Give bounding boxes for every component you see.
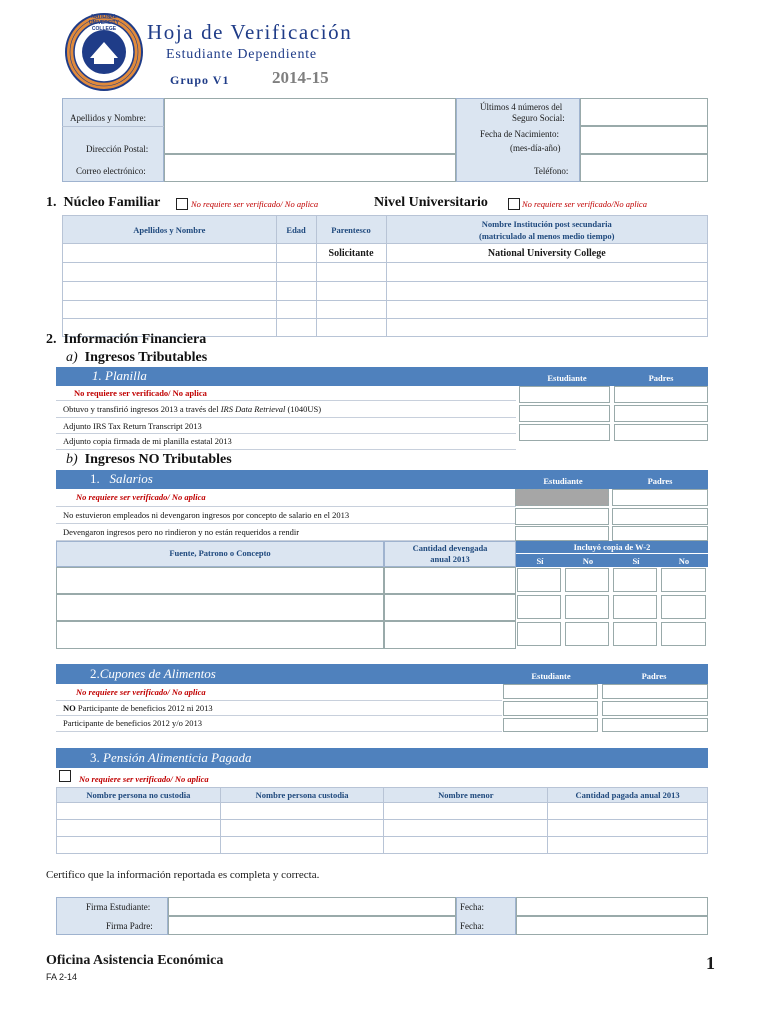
parent-date-label: Fecha: xyxy=(460,921,484,931)
food-stamps-student-col: Estudiante xyxy=(531,671,571,681)
col-source-header: Fuente, Patrono o Concepto xyxy=(169,548,271,558)
university-na-note: No requiere ser verificado/No aplica xyxy=(522,199,647,209)
household-na-checkbox[interactable] xyxy=(176,198,188,210)
planilla-student-box-3[interactable] xyxy=(519,424,610,441)
seal-ring-text: NATIONAL UNIVERSITY COLLEGE xyxy=(88,14,119,32)
student-date-label: Fecha: xyxy=(460,902,484,912)
col-age-header: Edad xyxy=(276,216,316,244)
income-amount-field-1[interactable] xyxy=(384,567,516,594)
planilla-student-box-2[interactable] xyxy=(519,405,610,422)
planilla-title: 1. Planilla xyxy=(92,368,147,383)
w2-checkbox-r3-c1[interactable] xyxy=(517,622,561,646)
planilla-bar xyxy=(56,367,708,386)
salarios-row-not-employed: No estuvieron empleados ni devengaron ingresos por concepto de salario en el 2013 xyxy=(63,510,350,520)
ssn-label-line1: Últimos 4 números del xyxy=(480,102,563,112)
income-amount-field-2[interactable] xyxy=(384,594,516,621)
table-row[interactable] xyxy=(57,803,708,820)
student-signature-label: Firma Estudiante: xyxy=(86,902,151,912)
col-parent-yes: Sí xyxy=(632,556,640,566)
planilla-na-note: No requiere ser verificado/ No aplica xyxy=(74,388,207,398)
alimony-col-amount: Cantidad pagada anual 2013 xyxy=(548,788,708,803)
parent-signature-label: Firma Padre: xyxy=(106,921,153,931)
planilla-parents-box-3[interactable] xyxy=(614,424,708,441)
planilla-parents-box-1[interactable] xyxy=(614,386,708,403)
w2-checkbox-r1-c1[interactable] xyxy=(517,568,561,592)
salarios-parents-col: Padres xyxy=(647,476,673,486)
col-student-yes: Sí xyxy=(536,556,544,566)
salarios-student-box-2[interactable] xyxy=(515,508,609,525)
w2-checkbox-r3-c4[interactable] xyxy=(661,622,706,646)
col-institution-header: Nombre Institución post secundaria (matriculado al menos medio tiempo) xyxy=(386,216,707,244)
col-relation-header: Parentesco xyxy=(316,216,386,244)
planilla-row-state: Adjunto copia firmada de mi planilla estatal 2013 xyxy=(63,436,232,446)
dob-label-line1: Fecha de Nacimiento: xyxy=(480,129,559,139)
university-seal xyxy=(64,12,144,92)
table-row[interactable] xyxy=(57,837,708,854)
food-stamps-student-box-2[interactable] xyxy=(503,701,598,716)
table-row[interactable] xyxy=(57,820,708,837)
col-student-no: No xyxy=(582,556,594,566)
academic-year: 2014-15 xyxy=(272,68,329,87)
table-row[interactable] xyxy=(63,282,708,301)
email-label: Correo electrónico: xyxy=(76,166,146,176)
alimony-col-noncustodial: Nombre persona no custodia xyxy=(57,788,221,803)
planilla-row-irs-drt: Obtuvo y transfirió ingresos 2013 a través del IRS Data Retrieval (1040US) xyxy=(63,404,322,414)
student-date-field[interactable] xyxy=(516,897,708,916)
page-subtitle: Estudiante Dependiente xyxy=(166,47,317,62)
col-w2-header: Incluyó copia de W-2 xyxy=(573,542,651,552)
section2-heading: 2. Información Financiera xyxy=(46,332,207,347)
food-stamps-student-box-1[interactable] xyxy=(503,684,598,699)
w2-checkbox-r1-c2[interactable] xyxy=(565,568,609,592)
col-amount-header: Cantidad devengada anual 2013 xyxy=(412,543,488,564)
w2-checkbox-r2-c2[interactable] xyxy=(565,595,609,619)
nontaxable-income-heading: b) Ingresos NO Tributables xyxy=(66,452,232,467)
w2-checkbox-r2-c4[interactable] xyxy=(661,595,706,619)
food-stamps-rows xyxy=(56,684,502,732)
seal-year: 1982 xyxy=(98,66,110,72)
planilla-parents-box-2[interactable] xyxy=(614,405,708,422)
w2-checkbox-r1-c4[interactable] xyxy=(661,568,706,592)
group-label: Grupo V1 xyxy=(170,73,230,87)
student-signature-field[interactable] xyxy=(168,897,456,916)
planilla-student-box-1[interactable] xyxy=(519,386,610,403)
personal-info-block xyxy=(62,98,708,182)
page-number: 1 xyxy=(706,953,715,973)
salarios-student-col: Estudiante xyxy=(543,476,583,486)
alimony-table xyxy=(56,787,708,854)
food-stamps-title: 2.Cupones de Alimentos xyxy=(90,666,216,681)
ssn-field[interactable] xyxy=(580,98,708,126)
household-table xyxy=(62,215,708,337)
food-stamps-row-participant: Participante de beneficios 2012 y/o 2013 xyxy=(63,718,203,728)
certification-text: Certifico que la información reportada es completa y correcta. xyxy=(46,869,320,881)
alimony-col-minor: Nombre menor xyxy=(384,788,548,803)
w2-checkbox-r3-c3[interactable] xyxy=(613,622,657,646)
office-name: Oficina Asistencia Económica xyxy=(46,953,224,968)
income-source-field-3[interactable] xyxy=(56,621,384,649)
alimony-na-note: No requiere ser verificado/ No aplica xyxy=(79,774,209,784)
phone-label: Teléfono: xyxy=(534,166,569,176)
salarios-rows xyxy=(56,489,516,541)
page-title: Hoja de Verificación xyxy=(147,20,353,44)
alimony-title: 3. Pensión Alimenticia Pagada xyxy=(90,750,252,765)
salarios-parents-box-2[interactable] xyxy=(612,508,708,525)
w2-checkbox-r2-c3[interactable] xyxy=(613,595,657,619)
dob-field[interactable] xyxy=(580,126,708,154)
income-source-field-2[interactable] xyxy=(56,594,384,621)
salarios-student-box-3[interactable] xyxy=(515,526,609,541)
planilla-parents-col: Padres xyxy=(648,373,674,383)
food-stamps-student-box-3[interactable] xyxy=(503,718,598,732)
form-code: FA 2-14 xyxy=(46,972,78,982)
col-name-header: Apellidos y Nombre xyxy=(63,216,277,244)
planilla-rows xyxy=(56,386,516,450)
salarios-parents-box-3[interactable] xyxy=(612,526,708,541)
parent-date-field[interactable] xyxy=(516,916,708,935)
table-row[interactable] xyxy=(63,301,708,319)
w2-checkbox-r3-c2[interactable] xyxy=(565,622,609,646)
address-label: Dirección Postal: xyxy=(86,144,149,154)
salarios-parents-box-1[interactable] xyxy=(612,489,708,506)
household-na-note: No requiere ser verificado/ No aplica xyxy=(191,199,319,209)
signature-block xyxy=(56,897,708,935)
food-stamps-parents-box-1[interactable] xyxy=(602,684,708,699)
planilla-student-col: Estudiante xyxy=(547,373,587,383)
salarios-student-box-1[interactable] xyxy=(515,489,609,506)
parent-signature-field[interactable] xyxy=(168,916,456,935)
salarios-na-note: No requiere ser verificado/ No aplica xyxy=(76,492,206,502)
alimony-col-custodial: Nombre persona custodia xyxy=(220,788,384,803)
food-stamps-parents-box-2[interactable] xyxy=(602,701,708,716)
col-parent-no: No xyxy=(678,556,690,566)
food-stamps-na-note: No requiere ser verificado/ No aplica xyxy=(76,687,206,697)
table-row[interactable]: Solicitante National University College xyxy=(63,244,708,263)
salarios-bar xyxy=(56,470,708,489)
table-row[interactable] xyxy=(63,263,708,282)
dob-label-line2: (mes-día-año) xyxy=(510,143,561,153)
w2-checkbox-r2-c1[interactable] xyxy=(517,595,561,619)
salarios-title: 1. Salarios xyxy=(90,471,153,486)
w2-checkbox-r1-c3[interactable] xyxy=(613,568,657,592)
university-na-checkbox[interactable] xyxy=(508,198,520,210)
salarios-row-not-filed: Devengaron ingresos pero no rindieron y no están requeridos a rendir xyxy=(63,527,300,537)
taxable-income-heading: a) Ingresos Tributables xyxy=(66,350,208,365)
phone-field[interactable] xyxy=(580,154,708,182)
section1-heading: 1. Núcleo Familiar xyxy=(46,195,161,210)
food-stamps-bar xyxy=(56,664,708,684)
food-stamps-parents-col: Padres xyxy=(641,671,667,681)
planilla-row-transcript: Adjunto IRS Tax Return Transcript 2013 xyxy=(63,421,202,431)
food-stamps-row-not-participant: NO Participante de beneficios 2012 ni 2013 xyxy=(63,703,213,713)
name-label: Apellidos y Nombre: xyxy=(70,113,146,123)
alimony-bar xyxy=(56,748,708,768)
income-source-field-1[interactable] xyxy=(56,567,384,594)
name-field[interactable] xyxy=(164,98,456,154)
income-amount-field-3[interactable] xyxy=(384,621,516,649)
alimony-na-checkbox[interactable] xyxy=(59,770,71,782)
email-field[interactable] xyxy=(164,154,456,182)
university-level-heading: Nivel Universitario xyxy=(374,195,488,210)
food-stamps-parents-box-3[interactable] xyxy=(602,718,708,732)
ssn-label-line2: Seguro Social: xyxy=(512,113,565,123)
